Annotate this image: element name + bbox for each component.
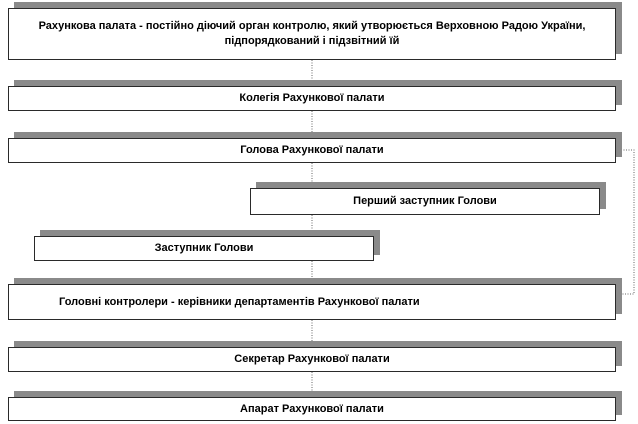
chamber-head-box xyxy=(8,138,616,163)
chamber-apparatus-label: Апарат Рахункової палати xyxy=(240,402,384,415)
chamber-head-label: Голова Рахункової палати xyxy=(240,144,384,156)
chamber-secretary-box xyxy=(8,347,616,372)
first-deputy-box xyxy=(250,188,600,215)
deputy-box xyxy=(34,236,374,261)
deputy-label: Заступник Голови xyxy=(154,242,254,254)
connector-head-controllers-side xyxy=(616,150,634,294)
chief-controllers-label: Головні контролери - керівники департаментів Рахункової палати xyxy=(59,295,420,308)
accounting-chamber-label: Рахункова палата - постійно діючий орган контролю, який утворюється Верховною Радою України, підпорядкований і підзвітний їй xyxy=(38,20,586,47)
first-deputy-label: Перший заступник Голови xyxy=(353,195,497,207)
chamber-board-box xyxy=(8,86,616,111)
chief-controllers-box xyxy=(8,284,616,320)
accounting-chamber-box xyxy=(8,8,616,60)
chamber-apparatus-box xyxy=(8,397,616,421)
chamber-board-label: Колегія Рахункової палати xyxy=(239,92,385,104)
chamber-secretary-label: Секретар Рахункової палати xyxy=(234,353,390,365)
